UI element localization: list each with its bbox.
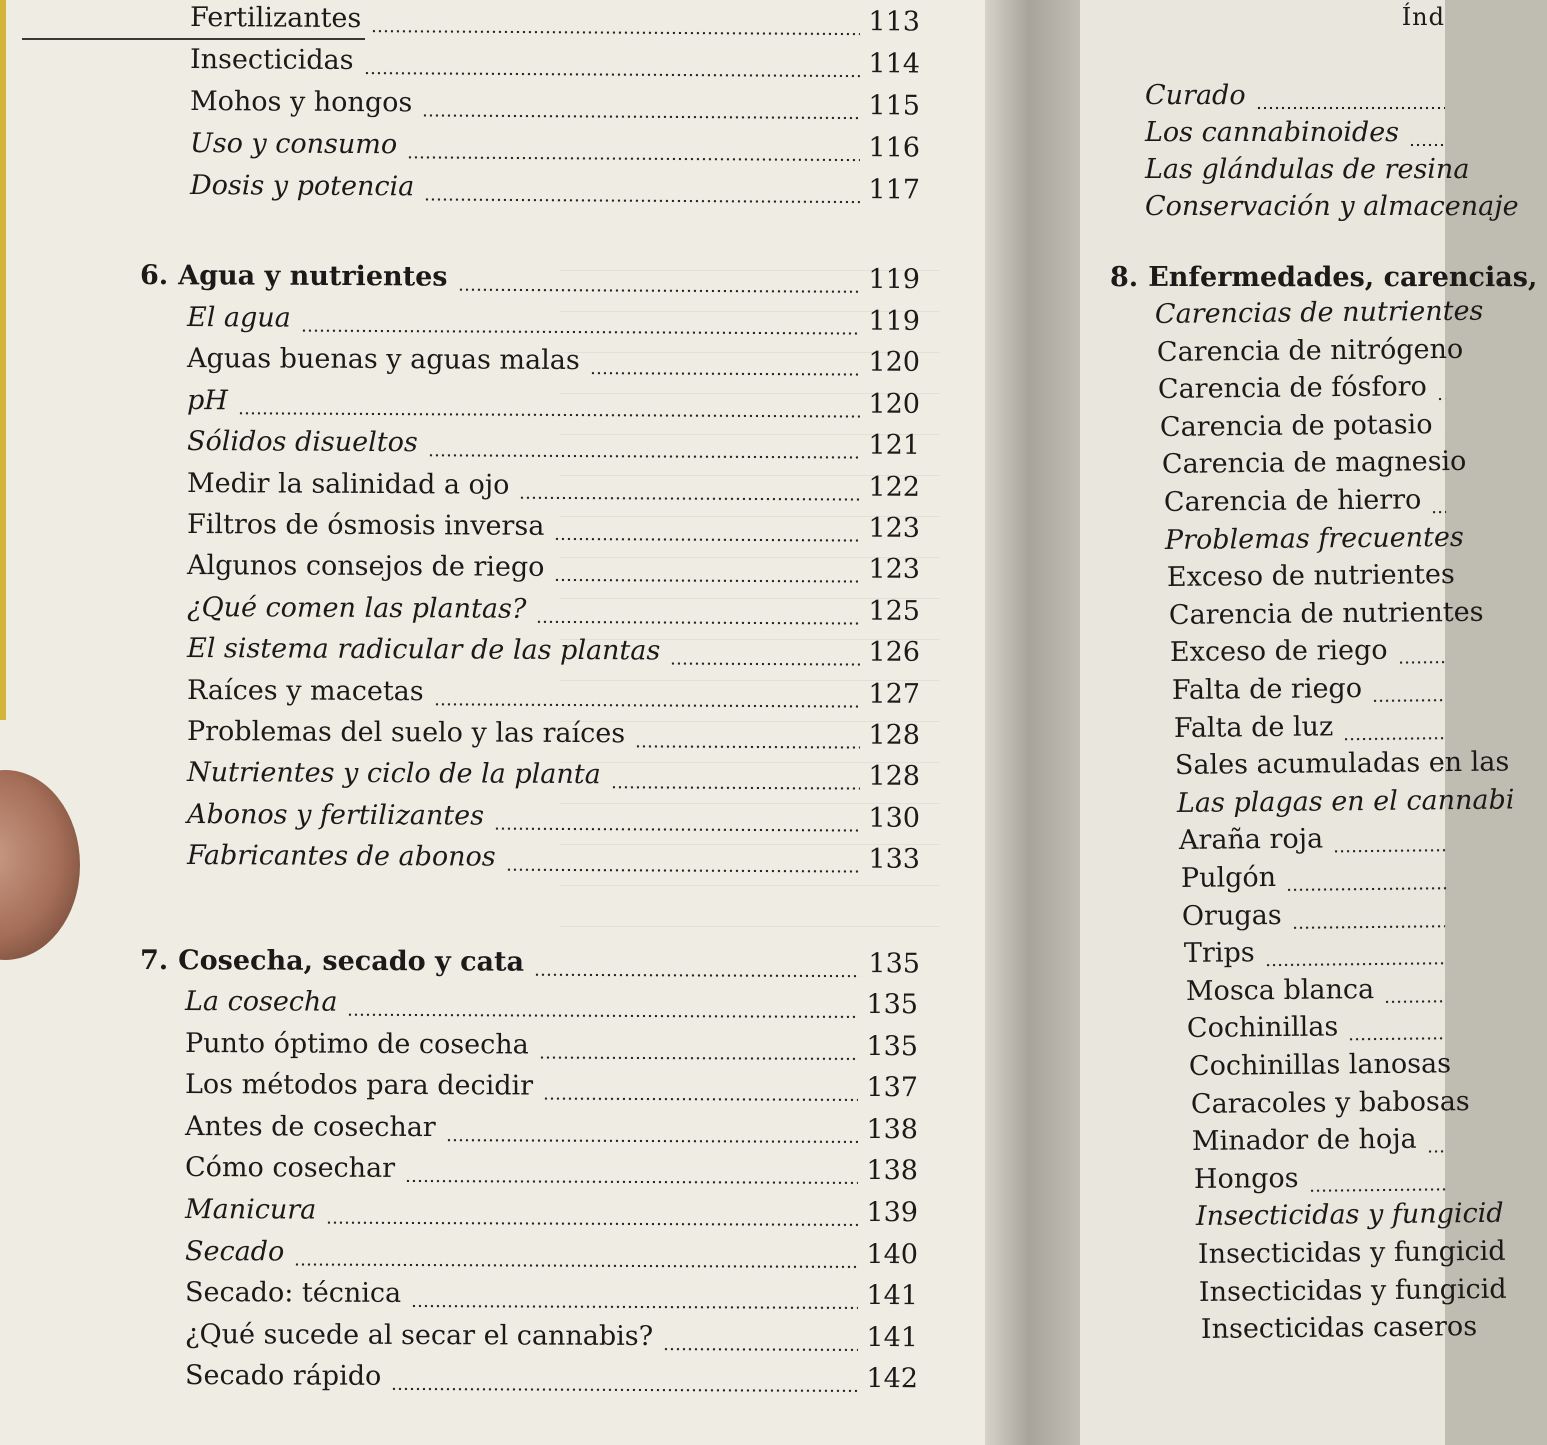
dot-leader — [407, 146, 860, 163]
toc-entry — [187, 343, 920, 387]
toc-entry — [1161, 446, 1467, 489]
dot-leader — [422, 104, 860, 121]
entry-title: Falta de luz — [1173, 710, 1334, 744]
dot-leader — [411, 1295, 858, 1311]
toc-entry — [1172, 672, 1445, 715]
page-number: 125 — [868, 595, 921, 627]
dot-leader — [457, 279, 860, 295]
entry-title: Sales acumuladas en las — [1175, 746, 1510, 782]
dot-leader — [1398, 652, 1445, 666]
toc-entry — [187, 509, 920, 553]
entry-title: Fertilizantes — [189, 2, 362, 35]
page-number: 142 — [866, 1363, 919, 1395]
toc-entry — [1194, 1161, 1445, 1204]
entry-title: Cochinillas lanosas — [1188, 1048, 1452, 1082]
dot-leader — [1384, 990, 1445, 1005]
page-number: 140 — [866, 1238, 919, 1270]
dot-leader — [635, 735, 860, 750]
toc-entry — [1145, 154, 1470, 194]
entry-title: Manicura — [184, 1194, 317, 1226]
toc-entry — [187, 550, 920, 594]
toc-entry — [1164, 521, 1465, 565]
dot-leader — [1333, 840, 1445, 855]
book-gutter — [985, 0, 1095, 1445]
page-number: 119 — [868, 263, 921, 296]
toc-entry — [187, 592, 920, 636]
toc-entry — [187, 302, 920, 346]
page-number: 116 — [868, 132, 921, 164]
page-number: 117 — [868, 174, 921, 206]
toc-entry — [185, 986, 918, 1029]
entry-title: Insecticidas caseros — [1200, 1311, 1478, 1346]
dot-leader — [1286, 877, 1446, 893]
entry-title: Secado rápido — [184, 1360, 382, 1393]
toc-entry — [185, 1277, 918, 1320]
book-cover-edge — [0, 0, 6, 720]
dot-leader — [371, 20, 860, 37]
toc-entry — [1158, 371, 1445, 414]
toc-entry — [1190, 1085, 1470, 1129]
entry-title: Carencia de potasio — [1159, 408, 1433, 443]
chapter-number: 6. — [139, 260, 169, 292]
toc-entry — [1187, 1011, 1445, 1054]
page-number: 113 — [868, 6, 921, 38]
toc-entry — [1180, 860, 1445, 903]
entry-title: Nutrientes y ciclo de la planta — [186, 757, 601, 791]
entry-title: Cochinillas — [1187, 1011, 1339, 1045]
page-number: 138 — [866, 1113, 919, 1145]
dot-leader — [519, 486, 860, 502]
entry-title: Exceso de nutrientes — [1166, 559, 1455, 594]
chapter-number: 8. — [1110, 262, 1139, 293]
toc-entry — [1154, 295, 1484, 339]
dot-leader — [391, 1378, 858, 1394]
dot-leader — [611, 777, 861, 792]
entry-title: ¿Qué sucede al secar el cannabis? — [184, 1318, 654, 1352]
toc-entry — [1192, 1124, 1445, 1167]
entry-title: Dosis y potencia — [189, 170, 415, 203]
entry-title: Problemas frecuentes — [1164, 521, 1465, 556]
chapter-heading — [140, 945, 920, 988]
toc-entry — [1163, 484, 1445, 527]
toc-entry — [1145, 80, 1445, 120]
entry-title: Punto óptimo de cosecha — [184, 1027, 529, 1061]
toc-entry — [1197, 1235, 1506, 1279]
entry-title: Carencia de hierro — [1163, 484, 1421, 518]
entry-title: Fabricantes de abonos — [186, 840, 496, 873]
entry-title: Los cannabinoides — [1145, 117, 1400, 148]
page-number: 123 — [868, 553, 921, 586]
entry-title: La cosecha — [184, 986, 338, 1018]
page-number: 141 — [866, 1321, 919, 1353]
running-head: Índ — [1401, 3, 1445, 31]
entry-title: Raíces y macetas — [186, 674, 424, 707]
entry-title: Medir la salinidad a ojo — [186, 467, 510, 501]
dot-leader — [238, 402, 861, 419]
toc-entry — [185, 1360, 918, 1403]
toc-entry — [1166, 559, 1455, 602]
dot-leader — [301, 320, 861, 337]
dot-leader — [1372, 689, 1445, 704]
toc-entry — [187, 716, 920, 760]
page-number: 135 — [866, 1030, 919, 1062]
toc-entry — [1156, 333, 1464, 377]
dot-leader — [347, 1004, 858, 1020]
chapter-title: Enfermedades, carencias, — [1148, 262, 1538, 293]
entry-title: pH — [186, 384, 228, 417]
page-number: 128 — [868, 719, 921, 751]
toc-entry — [187, 633, 920, 677]
entry-title: Antes de cosechar — [184, 1110, 436, 1143]
entry-title: Algunos consejos de riego — [186, 550, 545, 584]
toc-entry — [1182, 898, 1445, 941]
entry-title: El sistema radicular de las plantas — [186, 633, 661, 667]
page-number: 135 — [868, 948, 921, 980]
dot-leader — [1349, 1028, 1446, 1043]
entry-title: Insecticidas y fungicid — [1198, 1273, 1507, 1308]
entry-title: Los métodos para decidir — [184, 1069, 534, 1102]
toc-entry — [1160, 409, 1445, 452]
toc-entry — [1145, 117, 1445, 157]
entry-title: Secado — [184, 1235, 285, 1268]
entry-title: Aguas buenas y aguas malas — [186, 343, 580, 377]
entry-title: Filtros de ósmosis inversa — [186, 509, 545, 542]
toc-entry — [190, 44, 920, 88]
page-number: 128 — [868, 760, 921, 793]
toc-entry — [1198, 1273, 1507, 1317]
toc-entry — [1179, 823, 1446, 866]
toc-entry — [1175, 746, 1510, 790]
dot-leader — [506, 859, 861, 875]
page-number: 120 — [868, 346, 921, 379]
dot-leader — [1443, 426, 1445, 440]
toc-entry — [185, 1236, 918, 1279]
entry-title: Carencias de nutrientes — [1154, 295, 1484, 330]
toc-entry — [187, 468, 920, 512]
entry-title: Insecticidas — [189, 44, 354, 76]
entry-title: Abonos y fertilizantes — [186, 798, 485, 832]
dot-leader — [543, 1088, 858, 1103]
dot-leader — [424, 188, 860, 205]
toc-entry — [190, 86, 920, 130]
entry-title: Caracoles y babosas — [1190, 1085, 1470, 1120]
toc-entry — [1168, 596, 1484, 640]
toc-entry — [1173, 710, 1445, 753]
entry-title: Carencia de magnesio — [1161, 446, 1467, 481]
entry-title: Uso y consumo — [189, 128, 398, 161]
dot-leader — [590, 362, 861, 377]
entry-title: Las glándulas de resina — [1145, 154, 1470, 185]
entry-title: Sólidos disueltos — [186, 426, 418, 459]
toc-entry — [185, 1194, 918, 1237]
dot-leader — [1265, 952, 1446, 968]
entry-title: Minador de hoja — [1192, 1123, 1418, 1158]
page-number: 141 — [866, 1280, 919, 1312]
entry-title: Orugas — [1181, 899, 1282, 932]
entry-title: Carencia de nitrógeno — [1156, 333, 1464, 368]
toc-entry — [1195, 1198, 1504, 1242]
toc-entry — [190, 128, 920, 172]
entry-title: Carencia de fósforo — [1158, 371, 1428, 406]
toc-entry — [187, 675, 920, 719]
entry-title: Carencia de nutrientes — [1168, 596, 1484, 631]
toc-entry — [185, 1319, 918, 1362]
dot-leader — [1409, 134, 1445, 148]
entry-title: Cómo cosechar — [184, 1152, 396, 1185]
dot-leader — [554, 569, 860, 585]
toc-entry — [185, 1111, 918, 1154]
toc-entry — [187, 385, 920, 429]
toc-entry — [185, 1152, 918, 1195]
dot-leader — [434, 693, 861, 709]
dot-leader — [494, 817, 861, 833]
dot-leader — [536, 611, 860, 627]
toc-entry — [187, 757, 920, 801]
entry-title: Las plagas en el cannabi — [1176, 784, 1515, 819]
entry-title: Exceso de riego — [1170, 635, 1389, 669]
entry-title: ¿Qué comen las plantas? — [186, 591, 527, 625]
entry-title: Insecticidas y fungicid — [1195, 1198, 1504, 1233]
entry-title: Conservación y almacenaje — [1145, 191, 1519, 222]
dot-leader — [1437, 388, 1445, 402]
toc-entry — [187, 799, 920, 843]
chapter-number: 7. — [139, 945, 169, 977]
page-number: 139 — [866, 1196, 919, 1229]
dot-leader — [326, 1212, 858, 1228]
toc-entry — [187, 426, 920, 470]
entry-title: Araña roja — [1178, 823, 1324, 857]
page-number: 121 — [868, 429, 921, 462]
dot-leader — [663, 1338, 858, 1353]
page-number: 127 — [868, 678, 921, 710]
dot-leader — [1309, 1178, 1445, 1193]
page-number: 122 — [868, 471, 921, 503]
dot-leader — [294, 1253, 858, 1269]
dot-leader — [670, 653, 860, 668]
dot-leader — [1256, 97, 1445, 111]
dot-leader — [1427, 1141, 1445, 1155]
entry-title: Trips — [1183, 937, 1255, 970]
entry-title: Secado: técnica — [184, 1277, 402, 1310]
toc-entry — [1185, 973, 1445, 1016]
dot-leader — [554, 528, 860, 544]
toc-entry — [1176, 784, 1515, 828]
page-number: 133 — [868, 843, 921, 876]
toc-entry — [185, 1028, 918, 1071]
entry-title: Insecticidas y fungicid — [1197, 1235, 1506, 1270]
header-rule — [22, 38, 365, 40]
chapter-title: Agua y nutrientes — [178, 260, 448, 293]
page-number: 130 — [868, 802, 921, 834]
dot-leader — [1292, 915, 1445, 931]
toc-entry — [1145, 191, 1519, 231]
dot-leader — [405, 1170, 858, 1186]
entry-title: Mosca blanca — [1185, 973, 1374, 1007]
dot-leader — [363, 62, 860, 79]
page-number: 137 — [866, 1072, 919, 1104]
toc-entry — [190, 170, 920, 214]
entry-title: Mohos y hongos — [189, 86, 413, 119]
entry-title: Problemas del suelo y las raíces — [186, 716, 626, 750]
dot-leader — [534, 964, 860, 979]
chapter-title: Cosecha, secado y cata — [178, 945, 525, 978]
toc-entry — [187, 840, 920, 884]
dot-leader — [446, 1129, 859, 1145]
entry-title: Pulgón — [1180, 862, 1276, 894]
dot-leader — [1431, 501, 1445, 515]
toc-entry — [1188, 1048, 1452, 1091]
entry-title: Curado — [1145, 80, 1246, 111]
toc-entry — [1200, 1311, 1478, 1355]
dot-leader — [1343, 727, 1445, 742]
dot-leader — [428, 444, 861, 460]
page-number: 114 — [868, 48, 921, 80]
page-number: 123 — [868, 512, 921, 544]
entry-title: El agua — [186, 302, 291, 334]
toc-entry — [185, 1069, 918, 1112]
page-number: 115 — [868, 90, 921, 122]
page-number: 120 — [868, 388, 921, 420]
toc-entry — [1184, 935, 1445, 978]
chapter-heading — [140, 260, 920, 304]
entry-title: Falta de riego — [1171, 673, 1363, 706]
page-number: 138 — [866, 1155, 919, 1187]
toc-entry — [1170, 635, 1445, 678]
page-number: 119 — [868, 305, 921, 337]
dot-leader — [539, 1046, 859, 1061]
entry-title: Hongos — [1193, 1162, 1299, 1195]
page-number: 135 — [866, 988, 919, 1021]
page-number: 126 — [868, 636, 921, 669]
